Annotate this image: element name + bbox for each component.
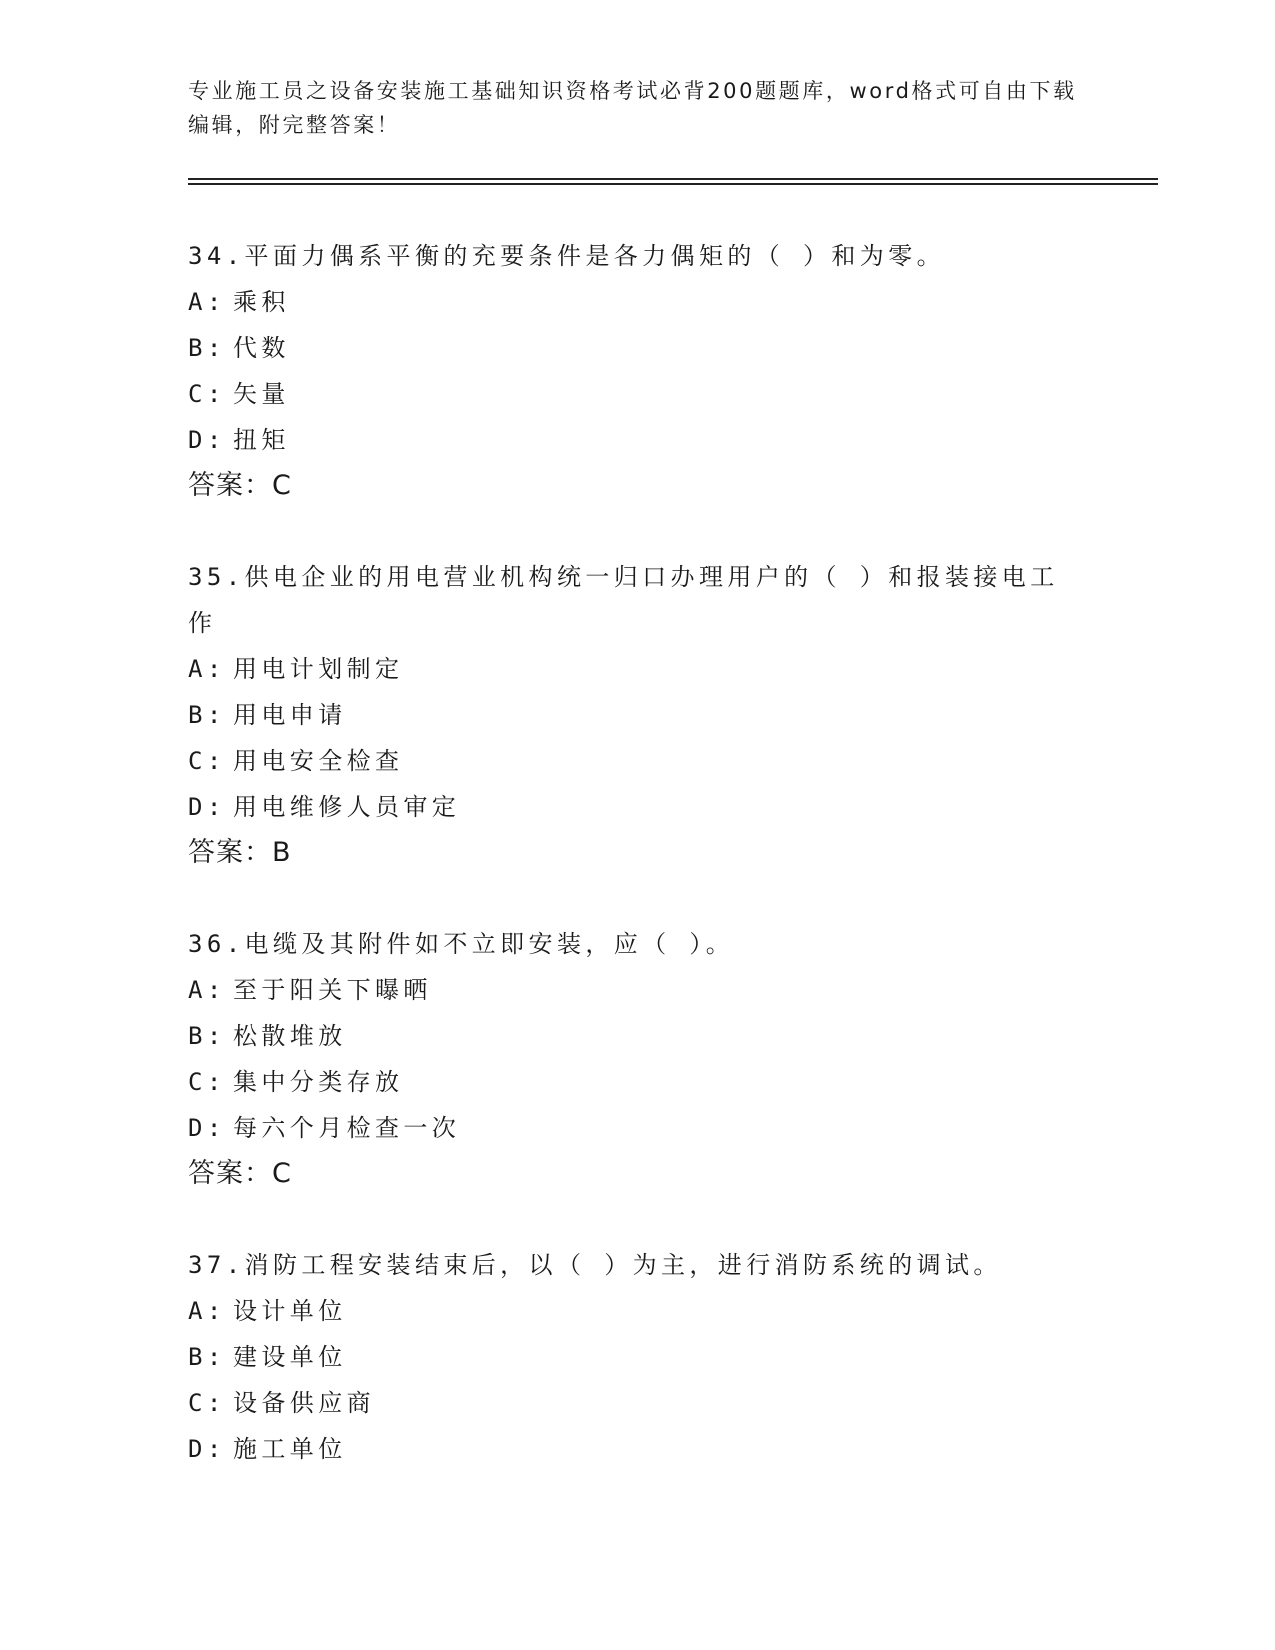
option-b (188, 1013, 1068, 1059)
option-b (188, 325, 1068, 371)
option-label: C: (188, 380, 226, 408)
option-text: 松散堆放 (233, 1022, 347, 1050)
question-text: 35.供电企业的用电营业机构统一归口办理用户的（ ）和报装接电工作 (188, 563, 1059, 637)
header-divider-top (188, 178, 1158, 180)
option-b (188, 692, 1068, 738)
option-label: D: (188, 793, 226, 821)
question-text: 37.消防工程安装结束后，以（ ）为主，进行消防系统的调试。 (188, 1251, 1002, 1279)
option-text: 施工单位 (233, 1435, 347, 1463)
option-label: A: (188, 976, 226, 1004)
question-35 (188, 554, 1068, 876)
option-text: 每六个月检查一次 (233, 1114, 461, 1142)
option-label: B: (188, 701, 226, 729)
option-label: D: (188, 1435, 226, 1463)
option-label: C: (188, 1068, 226, 1096)
question-list (188, 233, 1068, 1517)
option-a (188, 1288, 1068, 1334)
option-c (188, 1059, 1068, 1105)
option-d (188, 1105, 1068, 1151)
option-d (188, 1426, 1068, 1472)
answer-text: 答案：C (188, 1158, 292, 1189)
option-label: D: (188, 1114, 226, 1142)
option-text: 建设单位 (233, 1343, 347, 1371)
option-text: 设备供应商 (233, 1389, 375, 1417)
option-a (188, 967, 1068, 1013)
answer-text: 答案：C (188, 470, 292, 501)
header-divider-bottom (188, 183, 1158, 185)
option-label: C: (188, 1389, 226, 1417)
option-d (188, 784, 1068, 830)
option-text: 集中分类存放 (233, 1068, 404, 1096)
option-a (188, 279, 1068, 325)
option-label: D: (188, 426, 226, 454)
option-text: 用电维修人员审定 (233, 793, 461, 821)
question-text: 34.平面力偶系平衡的充要条件是各力偶矩的（ ）和为零。 (188, 242, 945, 270)
question-36 (188, 921, 1068, 1197)
question-text: 36.电缆及其附件如不立即安装，应（ ）。 (188, 930, 735, 958)
option-text: 设计单位 (233, 1297, 347, 1325)
option-text: 代数 (233, 334, 290, 362)
option-d (188, 417, 1068, 463)
answer-text: 答案：B (188, 837, 292, 868)
option-text: 用电申请 (233, 701, 347, 729)
option-label: A: (188, 655, 226, 683)
option-text: 用电计划制定 (233, 655, 404, 683)
option-label: B: (188, 1343, 226, 1371)
option-c (188, 738, 1068, 784)
option-label: B: (188, 334, 226, 362)
option-text: 至于阳关下曝晒 (233, 976, 432, 1004)
option-text: 用电安全检查 (233, 747, 404, 775)
option-text: 矢量 (233, 380, 290, 408)
option-text: 乘积 (233, 288, 290, 316)
question-34 (188, 233, 1068, 509)
option-c (188, 371, 1068, 417)
option-text: 扭矩 (233, 426, 290, 454)
option-label: A: (188, 288, 226, 316)
document-header: 专业施工员之设备安装施工基础知识资格考试必背200题题库，word格式可自由下载编辑，附完整答案！ (188, 79, 1077, 137)
option-label: B: (188, 1022, 226, 1050)
option-label: A: (188, 1297, 226, 1325)
question-37 (188, 1242, 1068, 1472)
option-a (188, 646, 1068, 692)
option-c (188, 1380, 1068, 1426)
option-b (188, 1334, 1068, 1380)
option-label: C: (188, 747, 226, 775)
